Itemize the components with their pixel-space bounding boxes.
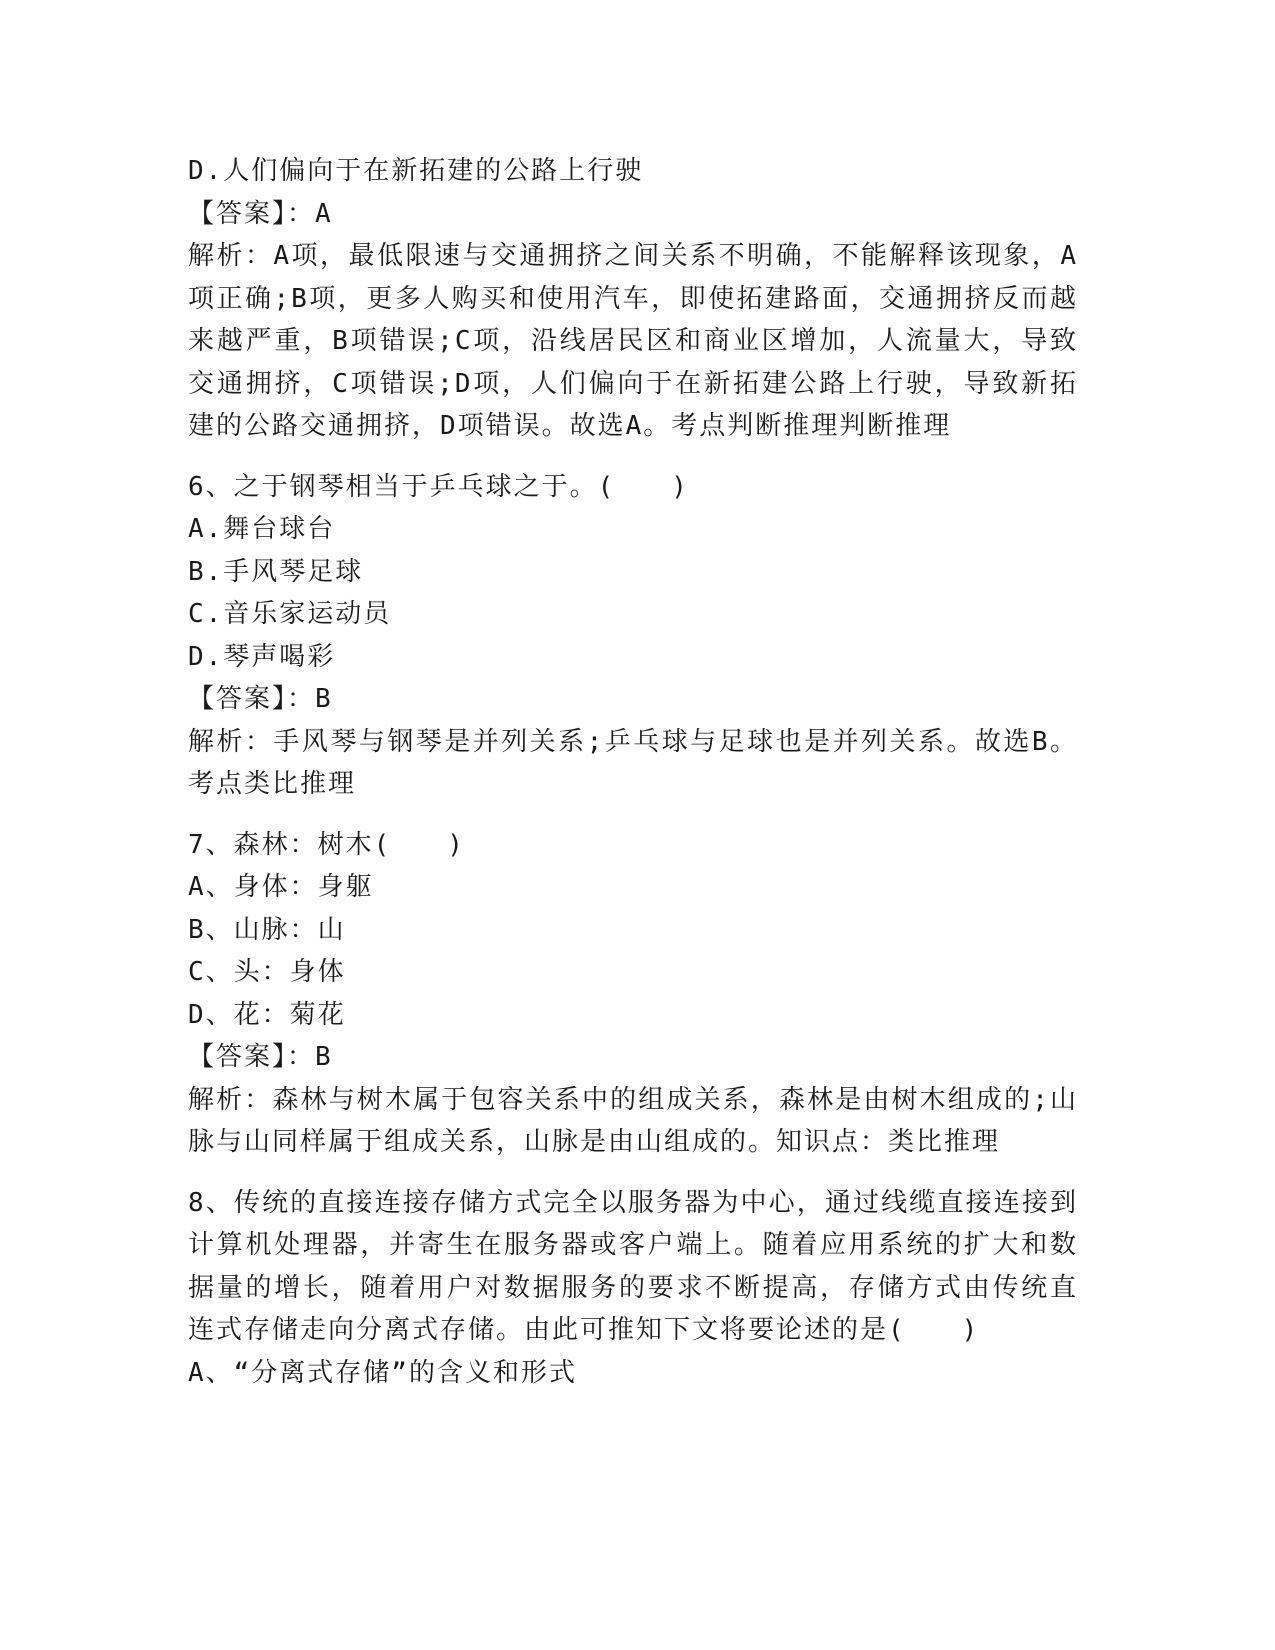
question-5 (188, 150, 1078, 448)
q7-option-a: A、身体：身躯 (188, 872, 374, 902)
q6-answer: 【答案】：B (188, 684, 333, 714)
q8-option-a: A、“分离式存储”的含义和形式 (188, 1357, 577, 1388)
q7-stem: 7、森林：树木( ) (188, 829, 465, 860)
question-7 (188, 824, 1078, 1164)
q5-answer: 【答案】：A (188, 198, 333, 229)
q6-analysis: 解析：手风琴与钢琴是并列关系;乒乓球与足球也是并列关系。故选B。考点类比推理 (188, 726, 1078, 799)
q6-option-a: A.舞台球台 (188, 514, 336, 544)
question-6 (188, 466, 1078, 806)
q6-option-c: C.音乐家运动员 (188, 599, 392, 629)
q6-option-b: B.手风琴足球 (188, 556, 364, 587)
q5-analysis: 解析：A项，最低限速与交通拥挤之间关系不明确，不能解释该现象，A项正确;B项，更多人购买和使用汽车，即使拓建路面，交通拥挤反而越来越严重，B项错误;C项，沿线居民区和商业区增加，人流量大，导致交通拥挤，C项错误;D项，人们偏向于在新拓建公路上行驶，导致新拓建的公路交通拥挤，D项错误。故选A。考点判断推理判断推理 (188, 241, 1078, 441)
q7-answer: 【答案】：B (188, 1042, 333, 1072)
document-content (188, 150, 1078, 1394)
q6-option-d: D.琴声喝彩 (188, 641, 336, 672)
q7-option-c: C、头：身体 (188, 957, 346, 987)
q7-option-b: B、山脉：山 (188, 914, 346, 945)
q6-stem: 6、之于钢琴相当于乒乓球之于。( ) (188, 471, 689, 502)
question-8 (188, 1182, 1078, 1395)
q7-analysis: 解析：森林与树木属于包容关系中的组成关系，森林是由树木组成的;山脉与山同样属于组成关系，山脉是由山组成的。知识点：类比推理 (188, 1084, 1078, 1157)
q5-option-d: D.人们偏向于在新拓建的公路上行驶 (188, 156, 644, 186)
q8-stem: 8、传统的直接连接存储方式完全以服务器为中心，通过线缆直接连接到计算机处理器，并寄生在服务器或客户端上。随着应用系统的扩大和数据量的增长，随着用户对数据服务的要求不断提高，存储方式由传统直连式存储走向分离式存储。由此可推知下文将要论述的是( ) (188, 1187, 1078, 1345)
q7-option-d: D、花：菊花 (188, 999, 346, 1030)
